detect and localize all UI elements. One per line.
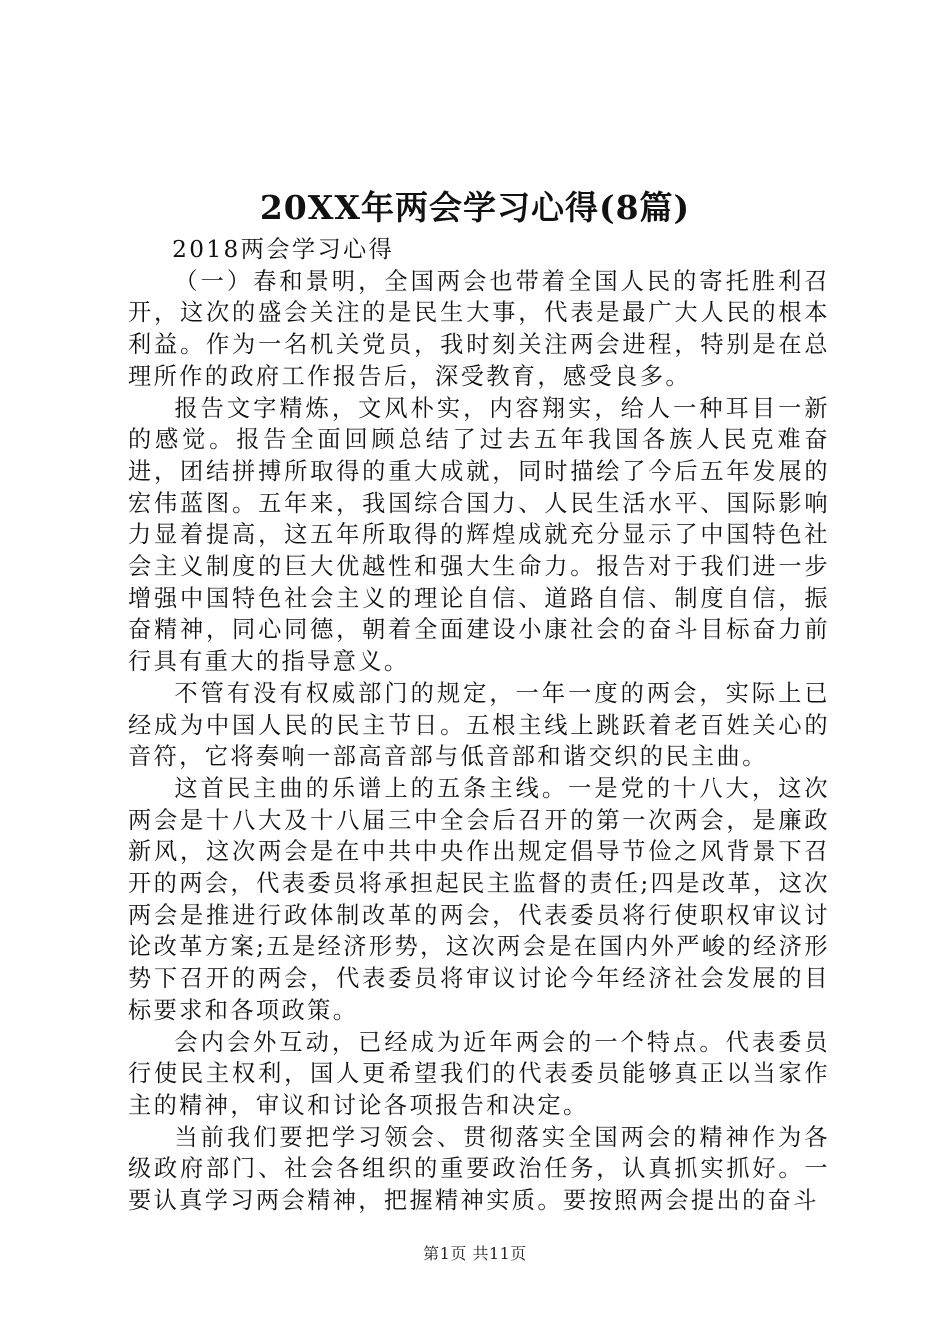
page-number-footer: 第1页 共11页 [423, 1244, 527, 1263]
paragraph-4: 这首民主曲的乐谱上的五条主线。一是党的十八大，这次两会是十八大及十八届三中全会后召开的第一次两会，是廉政新风，这次两会是在中共中央作出规定倡导节俭之风背景下召开的两会，代表委员将承担起民主监督的责任;四是改革，这次两会是推进行政体制改革的两会，代表委员将行使职权审议讨论改革方案;五是经济形势，这次两会是在国内外严峻的经济形势下召开的两会，代表委员将审议讨论今年经济社会发展的目标要求和各项政策。 [128, 774, 830, 1024]
paragraph-1: （一）春和景明，全国两会也带着全国人民的寄托胜利召开，这次的盛会关注的是民生大事，代表是最广大人民的根本利益。作为一名机关党员，我时刻关注两会进程，特别是在总理所作的政府工作报告后，深受教育，感受良多。 [128, 267, 830, 390]
document-body [128, 234, 830, 1217]
paragraph-2: 报告文字精炼，文风朴实，内容翔实，给人一种耳目一新的感觉。报告全面回顾总结了过去五年我国各族人民克难奋进，团结拼搏所取得的重大成就，同时描绘了今后五年发展的宏伟蓝图。五年来，我国综合国力、人民生活水平、国际影响力显着提高，这五年所取得的辉煌成就充分显示了中国特色社会主义制度的巨大优越性和强大生命力。报告对于我们进一步增强中国特色社会主义的理论自信、道路自信、制度自信，振奋精神，同心同德，朝着全面建设小康社会的奋斗目标奋力前行具有重大的指导意义。 [128, 394, 830, 676]
paragraph-5: 会内会外互动，已经成为近年两会的一个特点。代表委员行使民主权利，国人更希望我们的代表委员能够真正以当家作主的精神，审议和讨论各项报告和决定。 [128, 1028, 830, 1119]
paragraph-6: 当前我们要把学习领会、贯彻落实全国两会的精神作为各级政府部门、社会各组织的重要政治任务，认真抓实抓好。一要认真学习两会精神，把握精神实质。要按照两会提出的奋斗 [128, 1123, 830, 1215]
paragraph-3: 不管有没有权威部门的规定，一年一度的两会，实际上已经成为中国人民的民主节日。五根主线上跳跃着老百姓关心的音符，它将奏响一部高音部与低音部和谐交织的民主曲。 [128, 679, 830, 771]
document-title: 20XX年两会学习心得(8篇) [259, 188, 691, 227]
section-subtitle: 2018两会学习心得 [172, 236, 395, 263]
